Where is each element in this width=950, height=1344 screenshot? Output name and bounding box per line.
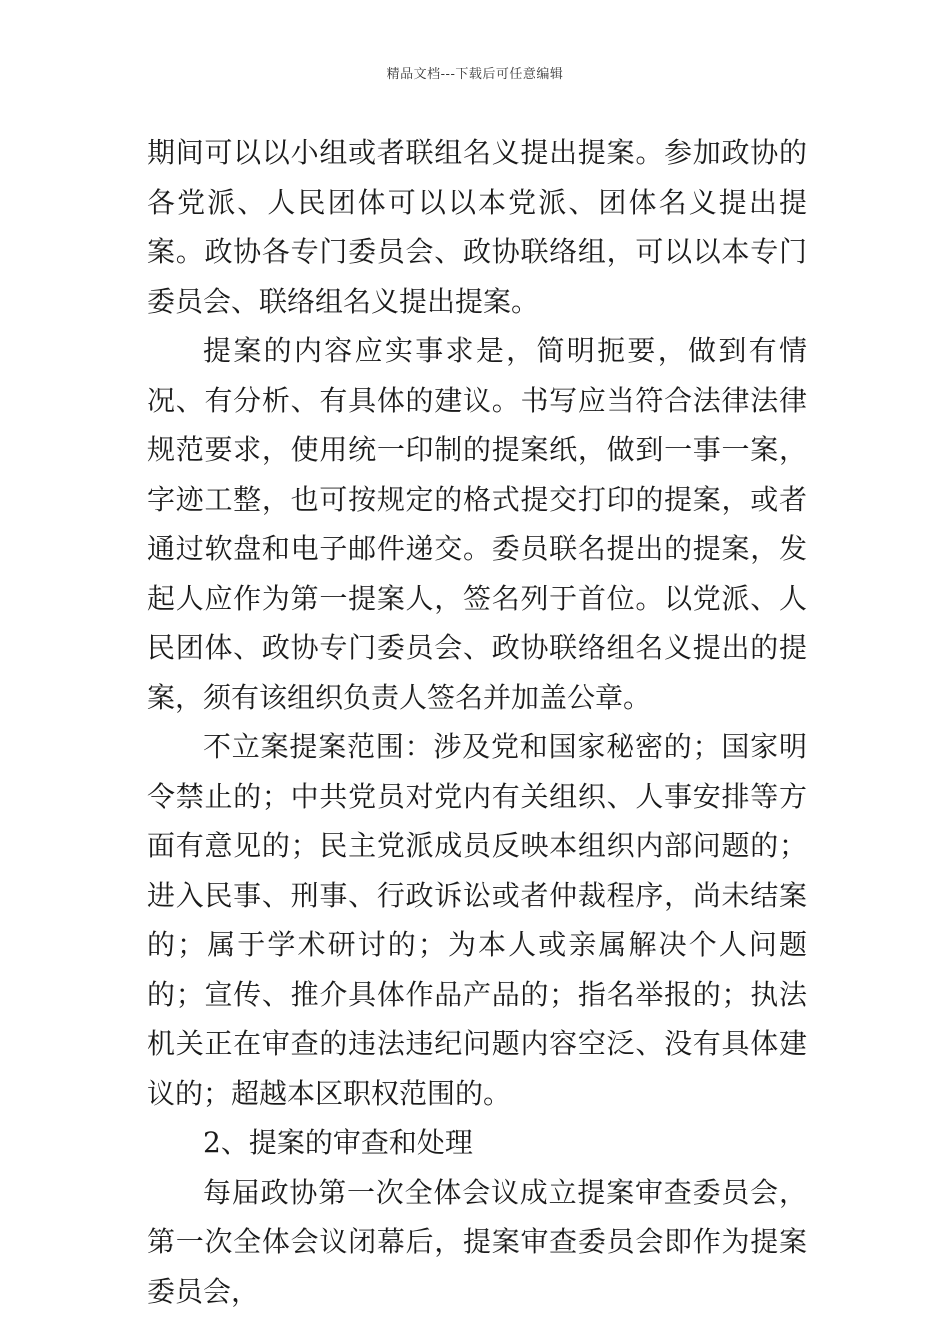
paragraph-proposal-submitters: 期间可以以小组或者联组名义提出提案。参加政协的各党派、人民团体可以以本党派、团体名义提出提案。政协各专门委员会、政协联络组，可以以本专门委员会、联络组名义提出提案。 (147, 136, 807, 318)
paragraph-proposal-content-requirements: 提案的内容应实事求是，简明扼要，做到有情况、有分析、有具体的建议。书写应当符合法律法律规范要求，使用统一印制的提案纸，做到一事一案，字迹工整，也可按规定的格式提交打印的提案，或者通过软盘和电子邮件递交。委员联名提出的提案，发起人应作为第一提案人，签名列于首位。以党派、人民团体、政协专门委员会、政协联络组名义提出的提案，须有该组织负责人签名并加盖公章。 (147, 334, 807, 714)
paragraph-non-filing-scope: 不立案提案范围：涉及党和国家秘密的；国家明令禁止的；中共党员对党内有关组织、人事安排等方面有意见的；民主党派成员反映本组织内部问题的；进入民事、刑事、行政诉讼或者仲裁程序，尚未结案的；属于学术研讨的；为本人或亲属解决个人问题的；宣传、推介具体作品产品的；指名举报的；执法机关正在审查的违法违纪问题内容空泛、没有具体建议的；超越本区职权范围的。 (147, 730, 807, 1110)
paragraph-review-committee: 每届政协第一次全体会议成立提案审查委员会，第一次全体会议闭幕后，提案审查委员会即作为提案委员会， (147, 1175, 807, 1308)
page-header: 精品文档---下载后可任意编辑 (386, 67, 564, 82)
document-body (147, 128, 807, 1316)
section-heading-review-and-handling: 2、提案的审查和处理 (203, 1126, 473, 1159)
